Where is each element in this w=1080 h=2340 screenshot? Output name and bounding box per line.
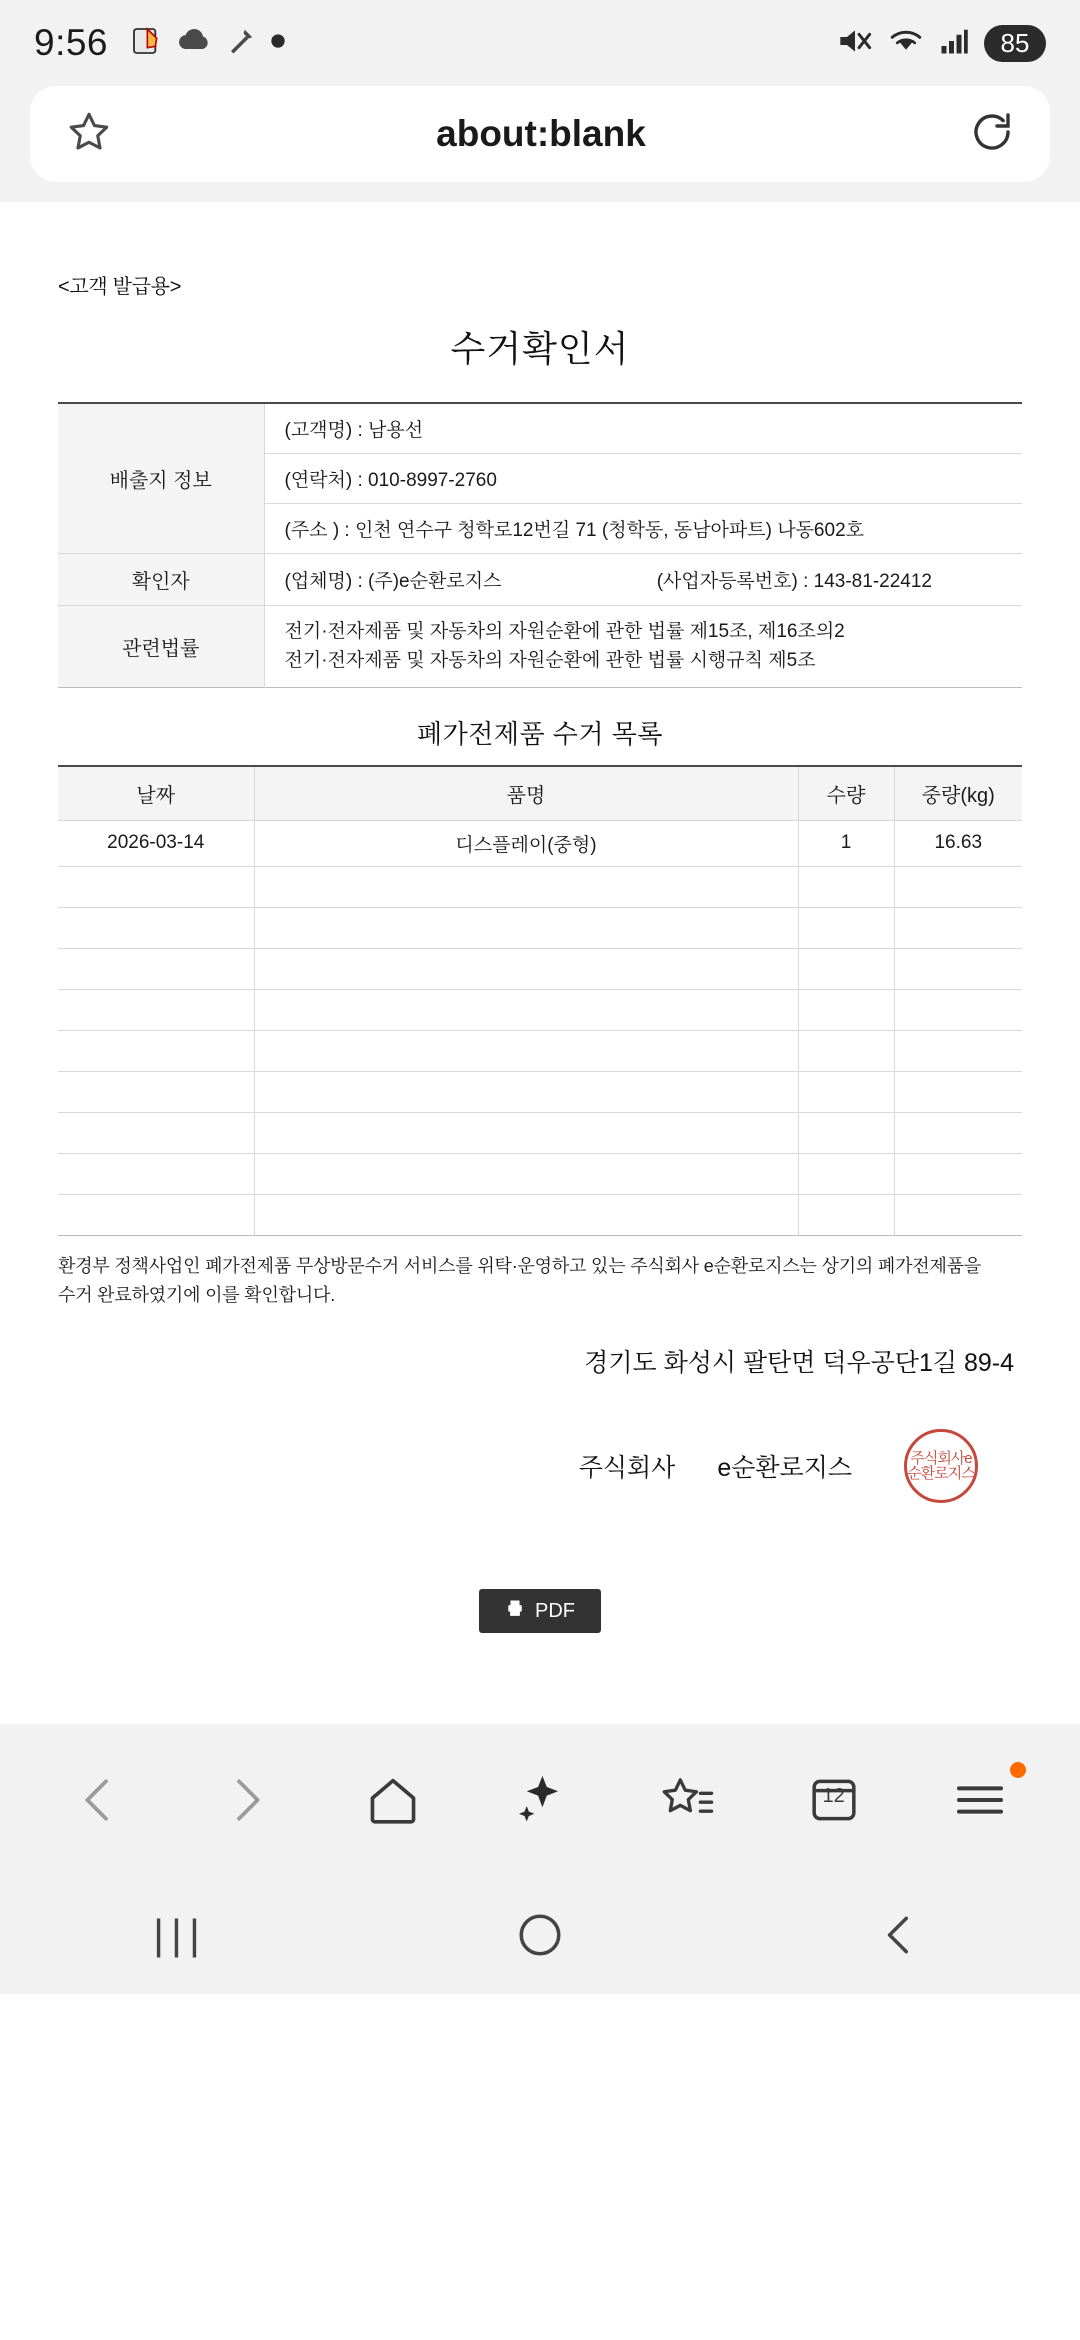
signature-company: e순환로지스	[717, 1454, 852, 1483]
table-row	[58, 1071, 1022, 1112]
info-label-confirmer: 확인자	[58, 554, 264, 606]
cell-item	[254, 1071, 798, 1112]
table-row	[58, 948, 1022, 989]
header-item: 품명	[254, 766, 798, 821]
discharge-info-table	[58, 402, 1022, 688]
header-weight: 중량(kg)	[894, 766, 1022, 821]
url-text[interactable]: about:blank	[436, 113, 646, 154]
cell-qty	[798, 1194, 894, 1235]
info-address: (주소 ) : 인천 연수구 청학로12번길 71 (청학동, 동남아파트) 나동602호	[264, 504, 1022, 554]
cell-qty	[798, 866, 894, 907]
footnote	[58, 1252, 1022, 1310]
battery-level: 85	[984, 25, 1046, 62]
table-row	[58, 820, 1022, 866]
cell-item	[254, 907, 798, 948]
nav-recents-label: |||	[153, 1911, 207, 1958]
cell-qty	[798, 1153, 894, 1194]
law-line-2: 전기·전자제품 및 자동차의 자원순환에 관한 법률 시행규칙 제5조	[284, 650, 816, 672]
cell-date	[58, 1071, 254, 1112]
cell-weight	[894, 948, 1022, 989]
page-title: 수거확인서	[450, 328, 630, 369]
cell-item: 디스플레이(중형)	[254, 820, 798, 866]
cell-weight	[894, 907, 1022, 948]
browser-bookmarks-button[interactable]	[639, 1752, 735, 1848]
cell-weight	[894, 989, 1022, 1030]
status-notification-icons	[130, 25, 286, 62]
info-company-name: (업체명) : (주)e순환로지스	[284, 571, 502, 592]
header-qty: 수량	[798, 766, 894, 821]
cell-date	[58, 989, 254, 1030]
footnote-line-1: 환경부 정책사업인 폐가전제품 무상방문수거 서비스를 위탁·운영하고 있는 주식회사 e순환로지스는 상기의 폐가전제품을	[58, 1255, 982, 1276]
table-row	[58, 606, 1022, 688]
signature-block	[58, 1429, 1022, 1503]
browser-menu-button[interactable]	[932, 1752, 1028, 1848]
info-label-law: 관련법률	[58, 606, 264, 688]
status-system-icons	[836, 0, 1046, 86]
browser-url-bar-container	[0, 86, 1080, 202]
company-stamp-icon: 주식회사e순환로지스	[904, 1429, 978, 1503]
reload-icon[interactable]	[968, 108, 1016, 161]
cell-qty	[798, 948, 894, 989]
cell-qty	[798, 1030, 894, 1071]
cell-qty	[798, 1112, 894, 1153]
cell-qty	[798, 907, 894, 948]
table-row	[58, 554, 1022, 606]
table-row	[58, 1153, 1022, 1194]
cell-date	[58, 1112, 254, 1153]
cell-date	[58, 948, 254, 989]
info-law-value	[264, 606, 1022, 688]
cell-qty	[798, 1071, 894, 1112]
signature-prefix: 주식회사	[578, 1454, 676, 1483]
menu-notification-badge	[1010, 1762, 1026, 1778]
cell-weight	[894, 866, 1022, 907]
cell-qty	[798, 989, 894, 1030]
cell-date	[58, 1194, 254, 1235]
cell-weight	[894, 1071, 1022, 1112]
table-row	[58, 1030, 1022, 1071]
cell-weight: 16.63	[894, 820, 1022, 866]
browser-url-bar[interactable]	[30, 86, 1050, 182]
cell-weight	[894, 1030, 1022, 1071]
cell-item	[254, 1030, 798, 1071]
footnote-line-2: 수거 완료하였기에 이를 확인합니다.	[58, 1284, 336, 1305]
info-contact: (연락처) : 010-8997-2760	[264, 454, 1022, 504]
table-row	[58, 1194, 1022, 1235]
nav-back-button[interactable]	[840, 1895, 960, 1975]
cell-date	[58, 907, 254, 948]
status-bar	[0, 0, 1080, 86]
cell-date	[58, 866, 254, 907]
nav-home-button[interactable]	[480, 1895, 600, 1975]
cell-item	[254, 948, 798, 989]
cell-date	[58, 1153, 254, 1194]
web-page-content	[0, 202, 1080, 1724]
info-confirmer-value	[264, 554, 1022, 606]
cell-weight	[894, 1153, 1022, 1194]
browser-bottom-toolbar	[0, 1724, 1080, 1876]
table-row	[58, 989, 1022, 1030]
pdf-button-container	[58, 1589, 1022, 1633]
cell-qty: 1	[798, 820, 894, 866]
info-label-discharge: 배출지 정보	[58, 403, 264, 554]
memo-icon	[130, 25, 162, 62]
wifi-icon	[888, 26, 924, 61]
nav-recents-button[interactable]	[120, 1895, 240, 1975]
table-row	[58, 866, 1022, 907]
pdf-button-label: PDF	[535, 1599, 575, 1622]
cell-weight	[894, 1194, 1022, 1235]
signal-icon	[938, 26, 970, 61]
dot-icon	[270, 33, 286, 54]
cell-item	[254, 1194, 798, 1235]
android-nav-bar	[0, 1876, 1080, 1994]
browser-back-button[interactable]	[51, 1752, 147, 1848]
pdf-download-button[interactable]	[479, 1589, 601, 1633]
wifi-calling-icon	[226, 26, 256, 61]
doc-corner-label: <고객 발급용>	[58, 276, 182, 298]
collection-items-table	[58, 765, 1022, 1236]
cell-weight	[894, 1112, 1022, 1153]
cell-date	[58, 1030, 254, 1071]
browser-tabs-button[interactable]	[786, 1752, 882, 1848]
browser-forward-button[interactable]	[198, 1752, 294, 1848]
table-row	[58, 1112, 1022, 1153]
header-date: 날짜	[58, 766, 254, 821]
mute-icon	[836, 25, 874, 62]
cell-item	[254, 1112, 798, 1153]
status-clock: 9:56	[34, 22, 109, 63]
law-line-1: 전기·전자제품 및 자동차의 자원순환에 관한 법률 제15조, 제16조의2	[284, 621, 845, 642]
table-header-row	[58, 766, 1022, 821]
browser-ai-button[interactable]	[492, 1752, 588, 1848]
cloud-icon	[176, 26, 212, 61]
cell-item	[254, 989, 798, 1030]
collection-list-title: 폐가전제품 수거 목록	[417, 718, 663, 749]
table-row	[58, 907, 1022, 948]
info-customer-name: (고객명) : 남용선	[264, 403, 1022, 454]
printer-icon	[505, 1599, 525, 1623]
company-address: 경기도 화성시 팔탄면 덕우공단1길 89-4	[584, 1349, 1014, 1378]
browser-home-button[interactable]	[345, 1752, 441, 1848]
browser-tabs-count: 12	[822, 1785, 845, 1807]
info-business-number: (사업자등록번호) : 143-81-22412	[656, 571, 932, 592]
cell-date: 2026-03-14	[58, 820, 254, 866]
cell-item	[254, 1153, 798, 1194]
table-row	[58, 403, 1022, 454]
star-outline-icon[interactable]	[64, 107, 114, 162]
cell-item	[254, 866, 798, 907]
